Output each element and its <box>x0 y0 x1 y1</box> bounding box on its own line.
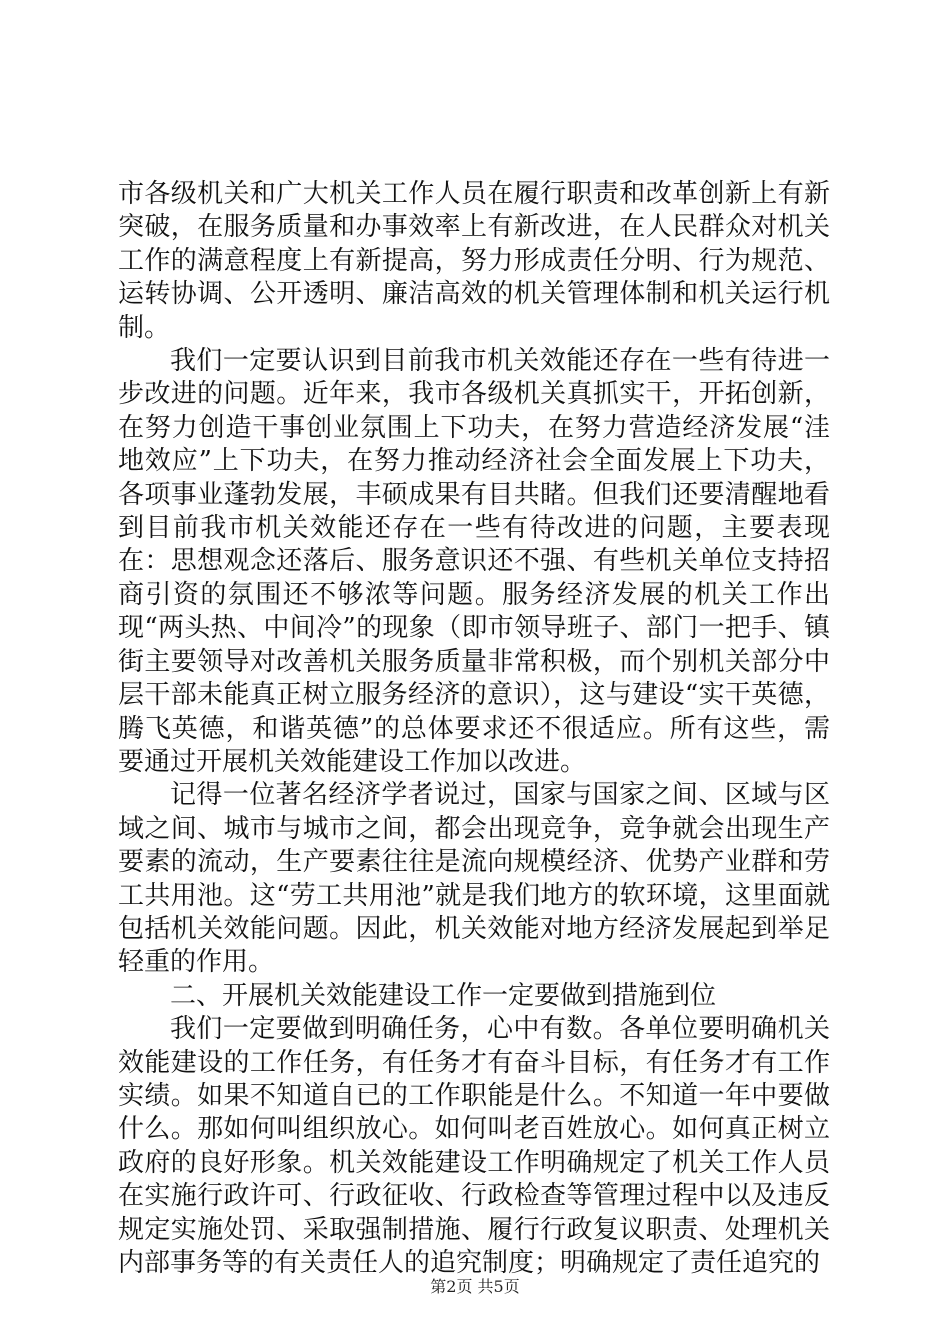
section-heading: 二、开展机关效能建设工作一定要做到措施到位 <box>170 980 717 1011</box>
paragraph-efficiency-problems: 我们一定要认识到目前我市机关效能还存在一些有待进一步改进的问题。近年来，我市各级机关真抓实干，开拓创新，在努力创造干事创业氛围上下功夫，在努力营造经济发展“洼地效应”上下功夫，在努力推动经济社会全面发展上下功夫，各项事业蓬勃发展，丰硕成果有目共睹。但我们还要清醒地看到目前我市机关效能还存在一些有待改进的问题，主要表现在：思想观念还落后、服务意识还不强、有些机关单位支持招商引资的氛围还不够浓等问题。服务经济发展的机关工作出现“两头热、中间冷”的现象（即市领导班子、部门一把手、镇街主要领导对改善机关服务质量非常积极，而个别机关部分中层干部未能真正树立服务经济的意识），这与建设“实干英德，腾飞英德，和谐英德”的总体要求还不很适应。所有这些，需要通过开展机关效能建设工作加以改进。 <box>118 346 830 777</box>
body-text <box>118 178 830 1280</box>
paragraph-continuation: 市各级机关和广大机关工作人员在履行职责和改革创新上有新突破，在服务质量和办事效率上有新改进，在人民群众对机关工作的满意程度上有新提高，努力形成责任分明、行为规范、运转协调、公开透明、廉洁高效的机关管理体制和机关运行机制。 <box>118 179 830 343</box>
paragraph-economist-quote: 记得一位著名经济学者说过，国家与国家之间、区域与区域之间、城市与城市之间，都会出现竞争，竞争就会出现生产要素的流动，生产要素往往是流向规模经济、优势产业群和劳工共用池。这“劳工共用池”就是我们地方的软环境，这里面就包括机关效能问题。因此，机关效能对地方经济发展起到举足轻重的作用。 <box>118 780 830 978</box>
page-footer: 第2页 共5页 <box>430 1277 520 1296</box>
paragraph-clear-tasks: 我们一定要做到明确任务，心中有数。各单位要明确机关效能建设的工作任务，有任务才有奋斗目标，有任务才有工作实绩。如果不知道自已的工作职能是什么。不知道一年中要做什么。那如何叫组织放心。如何叫老百姓放心。如何真正树立政府的良好形象。机关效能建设工作明确规定了机关工作人员在实施行政许可、行政征收、行政检查等管理过程中以及违反规定实施处罚、采取强制措施、履行行政复议职责、处理机关内部事务等的有关责任人的追究制度；明确规定了责任追究的 <box>118 1014 830 1278</box>
